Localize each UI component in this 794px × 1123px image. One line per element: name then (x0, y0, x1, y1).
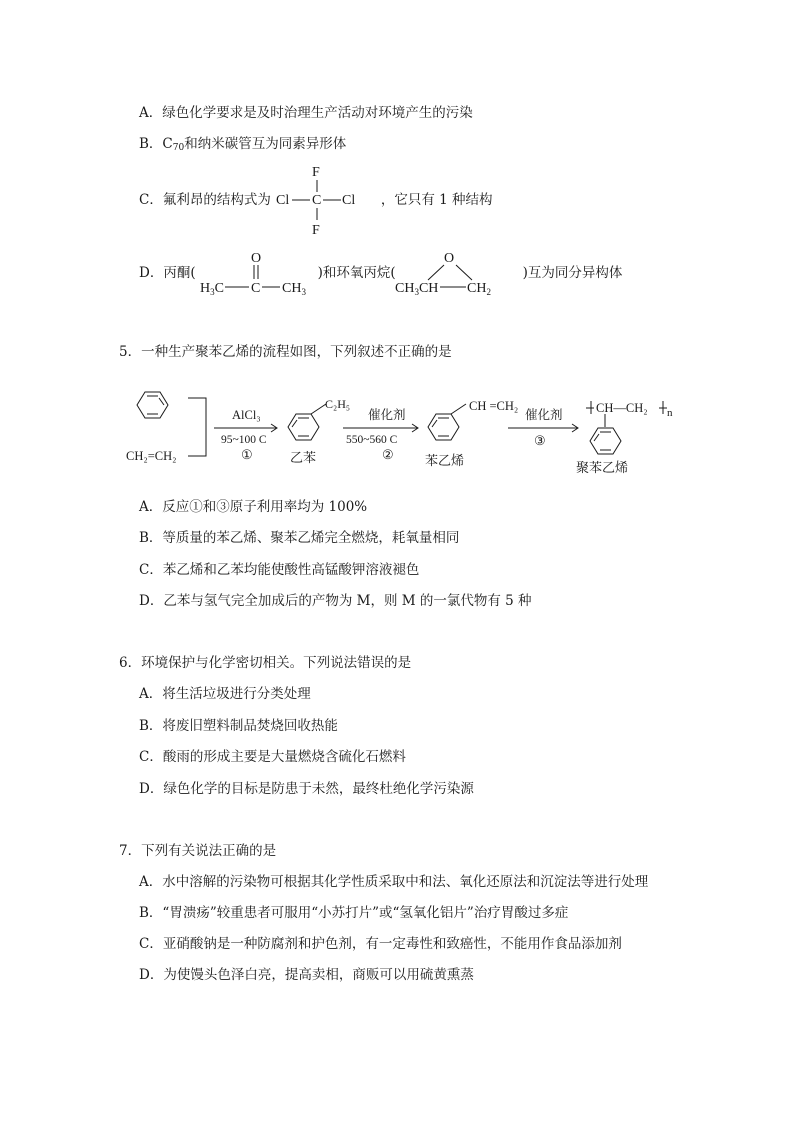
q5-option-c: C．苯乙烯和乙苯均能使酸性高锰酸钾溶液褪色 (139, 562, 420, 578)
q5-option-a: A．反应①和③原子利用率均为 100% (139, 499, 368, 515)
q4-option-d-suffix: )互为同分异构体 (522, 265, 623, 281)
step1-reagent: AlCl₃ (232, 408, 261, 422)
q5-stem: 5．一种生产聚苯乙烯的流程如图，下列叙述不正确的是 (119, 344, 452, 360)
step2-number: ② (382, 447, 394, 462)
acetone-right-ch3 (282, 281, 306, 297)
step2-condition: 550~560 C (346, 434, 398, 446)
q4-option-d-mid: )和环氧丙烷( (317, 265, 396, 281)
q6-option-c: C．酸雨的形成主要是大量燃烧含硫化石燃料 (139, 749, 406, 765)
acetone-right-sub: 3 (301, 287, 306, 297)
freon-structure (276, 165, 355, 238)
freon-top-f: F (312, 165, 320, 180)
ethylene-label: CH₂=CH₂ (126, 449, 177, 463)
q7-option-c: C．亚硝酸钠是一种防腐剂和护色剂，有一定毒性和致癌性，不能用作食品添加剂 (139, 936, 622, 952)
epoxide-right-sub: 2 (486, 287, 491, 297)
c70-subscript: 70 (172, 143, 185, 153)
step1-number: ① (241, 447, 253, 462)
epoxide-right-ch: CH (467, 281, 487, 296)
q6-stem: 6．环境保护与化学密切相关。下列说法错误的是 (119, 655, 412, 671)
q7-option-b: B．“胃溃疡”较重患者可服用“小苏打片”或“氢氧化铝片”治疗胃酸过多症 (139, 905, 569, 921)
step1-condition: 95~100 C (221, 434, 267, 446)
ethylbenzene-label: 乙苯 (290, 451, 317, 466)
epoxide-left-sub: 3 (414, 287, 419, 297)
ethyl-group: C₂H₅ (325, 397, 351, 411)
q5-option-d: D．乙苯与氢气完全加成后的产物为 M，则 M 的一氯代物有 5 种 (139, 593, 532, 609)
acetone-left-c: C (214, 281, 224, 296)
vinyl-group: CH =CH₂ (469, 399, 519, 413)
styrene-label: 苯乙烯 (425, 454, 465, 469)
acetone-right-ch: CH (282, 281, 302, 296)
epoxide-right (467, 281, 491, 297)
q4-option-a: A．绿色化学要求是及时治理生产活动对环境产生的污染 (139, 105, 473, 121)
polymer-repeat-unit: CH—CH₂ (596, 401, 648, 415)
freon-left-cl: Cl (276, 193, 290, 208)
freon-bottom-f: F (312, 223, 320, 238)
step3-number: ③ (534, 433, 546, 448)
q6-option-a: A．将生活垃圾进行分类处理 (139, 686, 311, 702)
q4-option-c-prefix: C．氟利昂的结构式为 (139, 192, 271, 208)
q7-option-d: D．为使馒头色泽白亮，提高卖相，商贩可以用硫黄熏蒸 (139, 967, 474, 983)
q4-option-b-prefix: B．C (139, 136, 173, 152)
epoxide-left-ch2: CH (418, 281, 439, 296)
q4-option-b-suffix: 和纳米碳管互为同素异形体 (184, 136, 347, 152)
q6-option-b: B．将废旧塑料制品焚烧回收热能 (139, 718, 338, 734)
q4-option-d-prefix: D．丙酮( (139, 265, 196, 281)
q7-stem: 7．下列有关说法正确的是 (119, 843, 277, 859)
acetone-center-c: C (251, 281, 261, 296)
polystyrene-flow-diagram (137, 392, 667, 456)
acetone-left-sub: 3 (210, 287, 215, 297)
step3-reagent: 催化剂 (525, 407, 563, 422)
q5-option-b: B．等质量的苯乙烯、聚苯乙烯完全燃烧，耗氧量相同 (139, 530, 460, 546)
polymer-n: n (667, 407, 673, 419)
q4-option-d (139, 263, 622, 283)
q6-option-d: D．绿色化学的目标是防患于未然，最终杜绝化学污染源 (139, 781, 474, 797)
acetone-left-h: H (200, 281, 211, 296)
epoxide-oxygen: O (444, 251, 455, 266)
freon-center-c: C (312, 193, 322, 208)
q4-option-c-suffix: ，它只有 1 种结构 (380, 192, 493, 208)
epoxide-left-ch: CH (395, 281, 415, 296)
acetone-left-ch3 (200, 281, 224, 297)
epoxide-left (395, 281, 438, 297)
q7-option-a: A．水中溶解的污染物可根据其化学性质采取中和法、氧化还原法和沉淀法等进行处理 (139, 874, 649, 890)
acetone-oxygen: O (251, 251, 262, 266)
step2-reagent: 催化剂 (368, 407, 406, 422)
polystyrene-label: 聚苯乙烯 (576, 461, 629, 476)
freon-right-cl: Cl (342, 193, 356, 208)
